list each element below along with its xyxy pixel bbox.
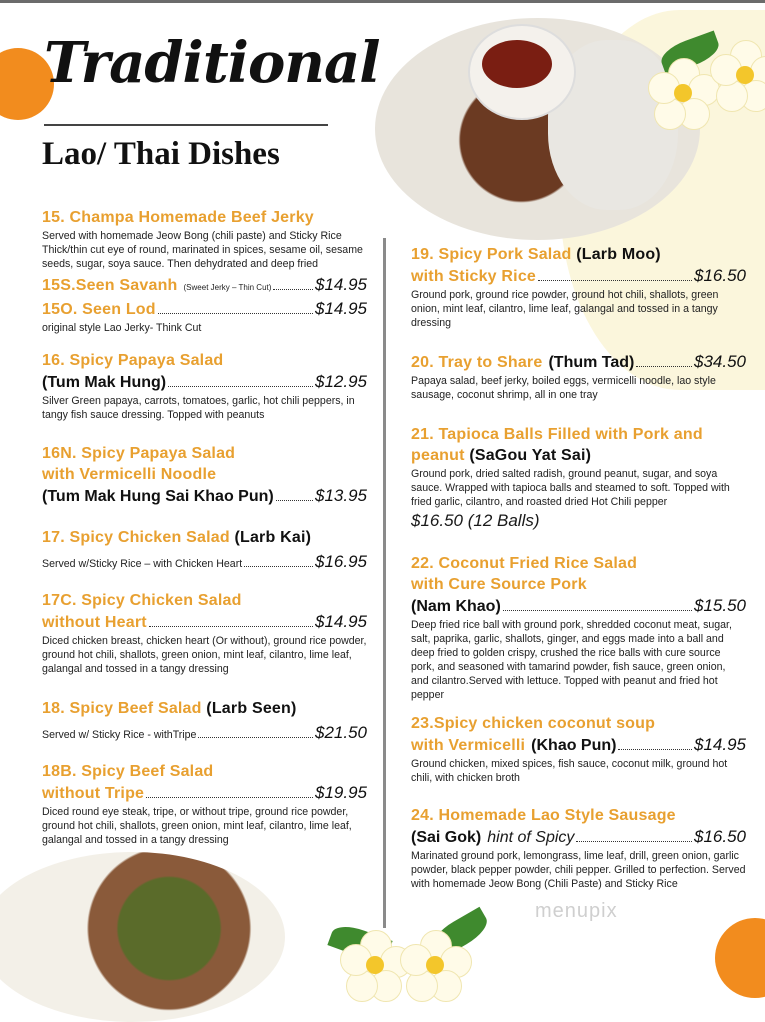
item-price: $12.95 bbox=[315, 372, 367, 391]
item-name-local: (Khao Pun) bbox=[531, 737, 617, 754]
item-name-line2: with Vermicelli bbox=[411, 737, 526, 754]
item-name: 21. Tapioca Balls Filled with Pork and bbox=[411, 426, 703, 443]
item-price: $34.50 bbox=[694, 352, 746, 371]
item-name-line2: with Vermicelli Noodle bbox=[42, 466, 217, 483]
dot-leader bbox=[168, 386, 313, 387]
item-description: Diced chicken breast, chicken heart (Or without), ground rice powder, ground hot chili, shallots, green onion, mint leaf, cilantro, lime leaf, galangal and tossed in a tangy dressing bbox=[42, 635, 367, 675]
title-divider bbox=[44, 124, 328, 126]
item-name: 23.Spicy chicken coconut soup bbox=[411, 715, 656, 732]
item-name: 16. Spicy Papaya Salad bbox=[42, 352, 224, 369]
item-description: Ground pork, dried salted radish, ground peanut, sugar, and soya sauce. Wrapped with tapioca balls and steamed to soft. Topped with fried garlic, cilantro, and roasted dried Hot Chili pepper bbox=[411, 468, 730, 508]
item-name-line2: with Cure Source Pork bbox=[411, 576, 587, 593]
dot-leader bbox=[244, 566, 313, 567]
menu-item-17c bbox=[42, 590, 367, 676]
item-description: Deep fried rice ball with ground pork, shredded coconut meat, sugar, salt, paprika, garlic, shallots, ginger, and eggs made into a ball and deep fried to golden crispy, crushed the rice balls with cure source pork, and seasoned with tamarind powder, fish sauce, green onion, and cilantro.Served with lettuce. Topped with peanut and fried hot pepper bbox=[411, 619, 732, 701]
watermark: menupix bbox=[535, 900, 618, 922]
item-price-row bbox=[42, 782, 367, 804]
item-price: $14.95 bbox=[315, 612, 367, 631]
dot-leader bbox=[503, 610, 692, 611]
item-price: $14.95 bbox=[694, 735, 746, 754]
item-name-line2: with Sticky Rice bbox=[411, 268, 537, 285]
menu-item-16n bbox=[42, 443, 367, 507]
sub-item-note: (Sweet Jerky – Thin Cut) bbox=[183, 283, 272, 292]
item-price: $15.50 bbox=[694, 596, 746, 615]
sub-item-name: 15O. Seen Lod bbox=[42, 301, 156, 318]
item-name: 18B. Spicy Beef Salad bbox=[42, 763, 214, 780]
item-name-line2: peanut bbox=[411, 447, 465, 464]
top-border bbox=[0, 0, 765, 3]
item-price-row bbox=[411, 595, 746, 617]
item-name-local: (Larb Kai) bbox=[234, 529, 312, 546]
dot-leader bbox=[149, 626, 313, 627]
item-name-row bbox=[42, 527, 367, 548]
item-price: $16.50 bbox=[694, 827, 746, 846]
dot-leader bbox=[158, 313, 313, 314]
menu-title-script: Traditional bbox=[44, 30, 380, 96]
item-name-row bbox=[411, 445, 746, 466]
dot-leader bbox=[273, 289, 313, 290]
menu-item-18b bbox=[42, 761, 367, 847]
item-description: Served with homemade Jeow Bong (chili paste) and Sticky Rice Thick/thin cut eye of round, marinated in spices, sesame oil, sesame seeds, sugar, soya sauce. Then dehydrated and deep fried bbox=[42, 230, 363, 270]
item-name-local: (Thum Tad) bbox=[548, 354, 635, 371]
item-name: 17C. Spicy Chicken Salad bbox=[42, 592, 242, 609]
item-subname-note: hint of Spicy bbox=[487, 829, 575, 846]
plumeria-flower-icon bbox=[648, 58, 718, 128]
item-subname: (Nam Khao) bbox=[411, 598, 501, 615]
decor-orange-circle-bottom bbox=[715, 918, 765, 998]
dot-leader bbox=[198, 737, 313, 738]
item-price: $16.95 bbox=[315, 552, 367, 571]
menu-item-19 bbox=[411, 244, 746, 330]
item-description: Marinated ground pork, lemongrass, lime leaf, drill, green onion, garlic powder, black pepper powder, chili pepper. Grilled to perfection. Served with homemade Jeow Bong (Chili Paste) and Sticky Rice bbox=[411, 850, 746, 890]
item-name-local: (SaGou Yat Sai) bbox=[469, 447, 592, 464]
chili-paste-image bbox=[482, 40, 552, 88]
menu-subtitle: Lao/ Thai Dishes bbox=[42, 136, 280, 172]
item-price-row bbox=[411, 351, 746, 373]
menu-item-20 bbox=[411, 351, 746, 402]
sub-item-row bbox=[42, 298, 367, 320]
item-name: 22. Coconut Fried Rice Salad bbox=[411, 555, 638, 572]
item-subname: (Sai Gok) bbox=[411, 829, 482, 846]
item-name: 17. Spicy Chicken Salad bbox=[42, 529, 230, 546]
menu-item-21 bbox=[411, 424, 746, 531]
item-name: 18. Spicy Beef Salad bbox=[42, 700, 202, 717]
item-price: $19.95 bbox=[315, 783, 367, 802]
menu-item-15 bbox=[42, 207, 367, 335]
menu-item-16 bbox=[42, 350, 367, 422]
item-price: $14.95 bbox=[315, 275, 367, 294]
item-subname: (Tum Mak Hung) bbox=[42, 374, 167, 391]
item-description: Diced round eye steak, tripe, or without tripe, ground rice powder, ground hot chili, shallots, green onion, mint leaf, cilantro, lime leaf, galangal and tossed in a tangy dressing bbox=[42, 806, 352, 846]
item-price: $16.50 bbox=[694, 266, 746, 285]
menu-item-23 bbox=[411, 713, 746, 785]
item-name-row bbox=[411, 244, 746, 265]
sub-item-name: 15S.Seen Savanh bbox=[42, 277, 178, 294]
dot-leader bbox=[146, 797, 313, 798]
dot-leader bbox=[576, 841, 692, 842]
item-name: 15. Champa Homemade Beef Jerky bbox=[42, 209, 314, 226]
item-price: $13.95 bbox=[315, 486, 367, 505]
dot-leader bbox=[618, 749, 692, 750]
dot-leader bbox=[636, 366, 692, 367]
item-name-line2: without Tripe bbox=[42, 785, 145, 802]
item-subname: (Tum Mak Hung Sai Khao Pun) bbox=[42, 488, 274, 505]
item-description: Papaya salad, beef jerky, boiled eggs, vermicelli noodle, lao style sausage, coconut shrimp, all in one tray bbox=[411, 375, 716, 401]
item-price-row bbox=[42, 551, 367, 572]
item-price-row bbox=[42, 611, 367, 633]
item-description: Ground pork, ground rice powder, ground hot chili, shallots, green onion, mint leaf, cilantro, lime leaf, galangal and tossed in a tangy dressing bbox=[411, 289, 719, 329]
menu-item-24 bbox=[411, 805, 746, 891]
plumeria-flower-icon bbox=[710, 40, 765, 110]
item-name-line2: without Heart bbox=[42, 614, 147, 631]
column-divider bbox=[383, 238, 386, 928]
item-description: Ground chicken, mixed spices, fish sauce, coconut milk, ground hot chili, with chicken broth bbox=[411, 758, 728, 784]
item-price-row bbox=[42, 722, 367, 743]
sub-item-row bbox=[42, 274, 367, 298]
item-price: $14.95 bbox=[315, 299, 367, 318]
dot-leader bbox=[276, 500, 313, 501]
item-price-row bbox=[411, 734, 746, 756]
item-name-row bbox=[42, 698, 367, 719]
item-price-row bbox=[42, 485, 367, 507]
item-price-row bbox=[411, 265, 746, 287]
item-price: $16.50 (12 Balls) bbox=[411, 511, 540, 530]
menu-item-22 bbox=[411, 553, 746, 702]
item-description: original style Lao Jerky- Think Cut bbox=[42, 322, 202, 334]
item-description: Silver Green papaya, carrots, tomatoes, garlic, hot chili peppers, in tangy fish sauce dressing. Topped with peanuts bbox=[42, 395, 355, 421]
item-price-row bbox=[42, 371, 367, 393]
menu-item-17 bbox=[42, 527, 367, 572]
item-price-row bbox=[411, 826, 746, 848]
dot-leader bbox=[538, 280, 692, 281]
item-description: Served w/Sticky Rice – with Chicken Heart bbox=[42, 558, 243, 570]
item-price: $21.50 bbox=[315, 723, 367, 742]
item-name: 19. Spicy Pork Salad bbox=[411, 246, 572, 263]
plumeria-flower-icon bbox=[400, 930, 470, 1000]
item-name: 24. Homemade Lao Style Sausage bbox=[411, 807, 676, 824]
bottom-food-photo bbox=[0, 852, 285, 1022]
menu-item-18 bbox=[42, 698, 367, 743]
item-description: Served w/ Sticky Rice - withTripe bbox=[42, 729, 197, 741]
item-name: 20. Tray to Share bbox=[411, 354, 543, 371]
item-name-local: (Larb Moo) bbox=[576, 246, 661, 263]
item-name: 16N. Spicy Papaya Salad bbox=[42, 445, 236, 462]
item-name-local: (Larb Seen) bbox=[206, 700, 297, 717]
